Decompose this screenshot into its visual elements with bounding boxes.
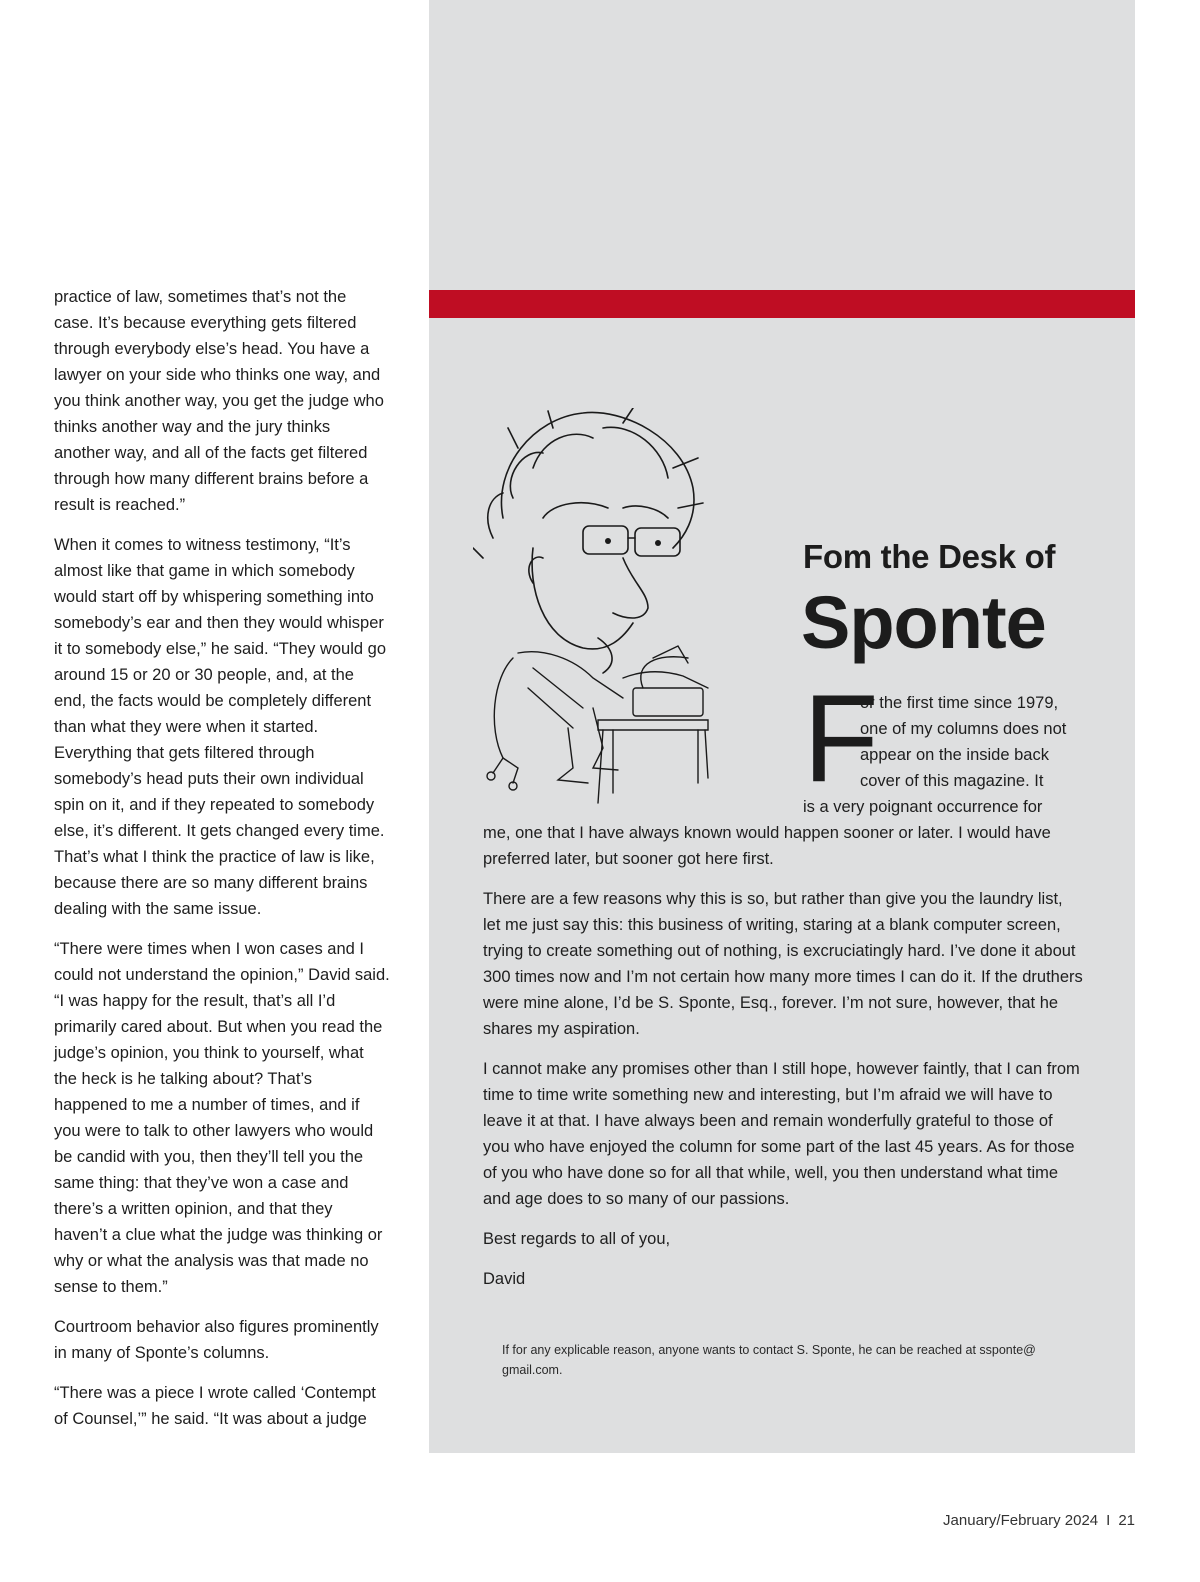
sidebar-signature: David [483, 1270, 526, 1288]
left-paragraph-5: “There was a piece I wrote called ‘Contempt of Counsel,’” he said. “It was about a judge [54, 1384, 376, 1428]
folio-separator: I [1106, 1512, 1111, 1529]
left-paragraph-3: “There were times when I won cases and I could not understand the opinion,” David said. “I was happy for the result, that’s all I’d primarily cared about. But when you read the judge’s opinion, you think to yourself, what the heck is he talking about? That’s happened to me a number of times, and if you were to talk to other lawyers who would be candid with you, then they’ll tell you the same thing: that they’ve won a case and there’s a written opinion, and that they haven’t a clue what the judge was thinking or why or what the analysis was that made no sense to them.” [54, 940, 390, 1296]
sidebar-headline: Sponte [801, 581, 1046, 664]
red-accent-bar [429, 290, 1135, 318]
sidebar-body [483, 820, 1083, 1306]
intro-line-3: appear on the inside back [860, 746, 1049, 764]
contact-footnote: If for any explicable reason, anyone wants to contact S. Sponte, he can be reached at ssponte@ gmail.com. [502, 1343, 1036, 1377]
left-paragraph-1: practice of law, sometimes that’s not the case. It’s because everything gets filtered through everybody else’s head. You have a lawyer on your side who thinks one way, and you think another way, you get the judge who thinks another way and the jury thinks another way, and all of the facts get filtered through how many different brains before a result is reached.” [54, 288, 384, 514]
intro-line-5: is a very poignant occurrence for [803, 798, 1043, 816]
sidebar-paragraph-1: me, one that I have always known would happen sooner or later. I would have preferred later, but sooner got here first. [483, 824, 1051, 868]
intro-line-2: one of my columns does not [860, 720, 1067, 738]
drop-cap-letter: F [803, 670, 879, 808]
sidebar-signoff: Best regards to all of you, [483, 1230, 671, 1248]
intro-line-4: cover of this magazine. It [860, 772, 1044, 790]
sponte-sidebar [429, 0, 1135, 1453]
caricature-typewriter-illustration [473, 408, 713, 808]
issue-date: January/February 2024 [943, 1512, 1099, 1529]
sidebar-paragraph-2: There are a few reasons why this is so, but rather than give you the laundry list, let me just say this: this business of writing, staring at a blank computer screen, trying to create something out of nothing, is excruciatingly hard. I’ve done it about 300 times now and I’m not certain how many more times I can do it. If the druthers were mine alone, I’d be S. Sponte, Esq., forever. I’m not sure, however, that he shares my aspiration. [483, 890, 1083, 1038]
left-paragraph-4: Courtroom behavior also figures prominently in many of Sponte’s columns. [54, 1318, 379, 1362]
left-article-column [54, 284, 390, 1446]
left-paragraph-2: When it comes to witness testimony, “It’s almost like that game in which somebody would start off by whispering something into somebody’s ear and then they would whisper it to somebody else,” he said. “They would go around 15 or 20 or 30 people, and, at the end, the facts would be completely different than what they were when it started. Everything that gets filtered through somebody’s head puts their own individual spin on it, and if they repeated to somebody else, it’s different. It gets changed every time. That’s what I think the practice of law is like, because there are so many different brains dealing with the same issue. [54, 536, 387, 918]
page-footer [943, 1512, 1135, 1529]
sidebar-paragraph-3: I cannot make any promises other than I still hope, however faintly, that I can from time to time write something new and interesting, but I’m afraid we will have to leave it at that. I have always been and remain wonderfully grateful to those of you who have enjoyed the column for some part of the last 45 years. As for those of you who have done so for all that while, well, you then understand what time and age does to so many of our passions. [483, 1060, 1080, 1208]
sidebar-kicker: Fom the Desk of [803, 538, 1056, 575]
sidebar-intro [803, 670, 1088, 820]
page-number: 21 [1118, 1512, 1135, 1529]
intro-line-1: or the first time since 1979, [860, 694, 1059, 712]
